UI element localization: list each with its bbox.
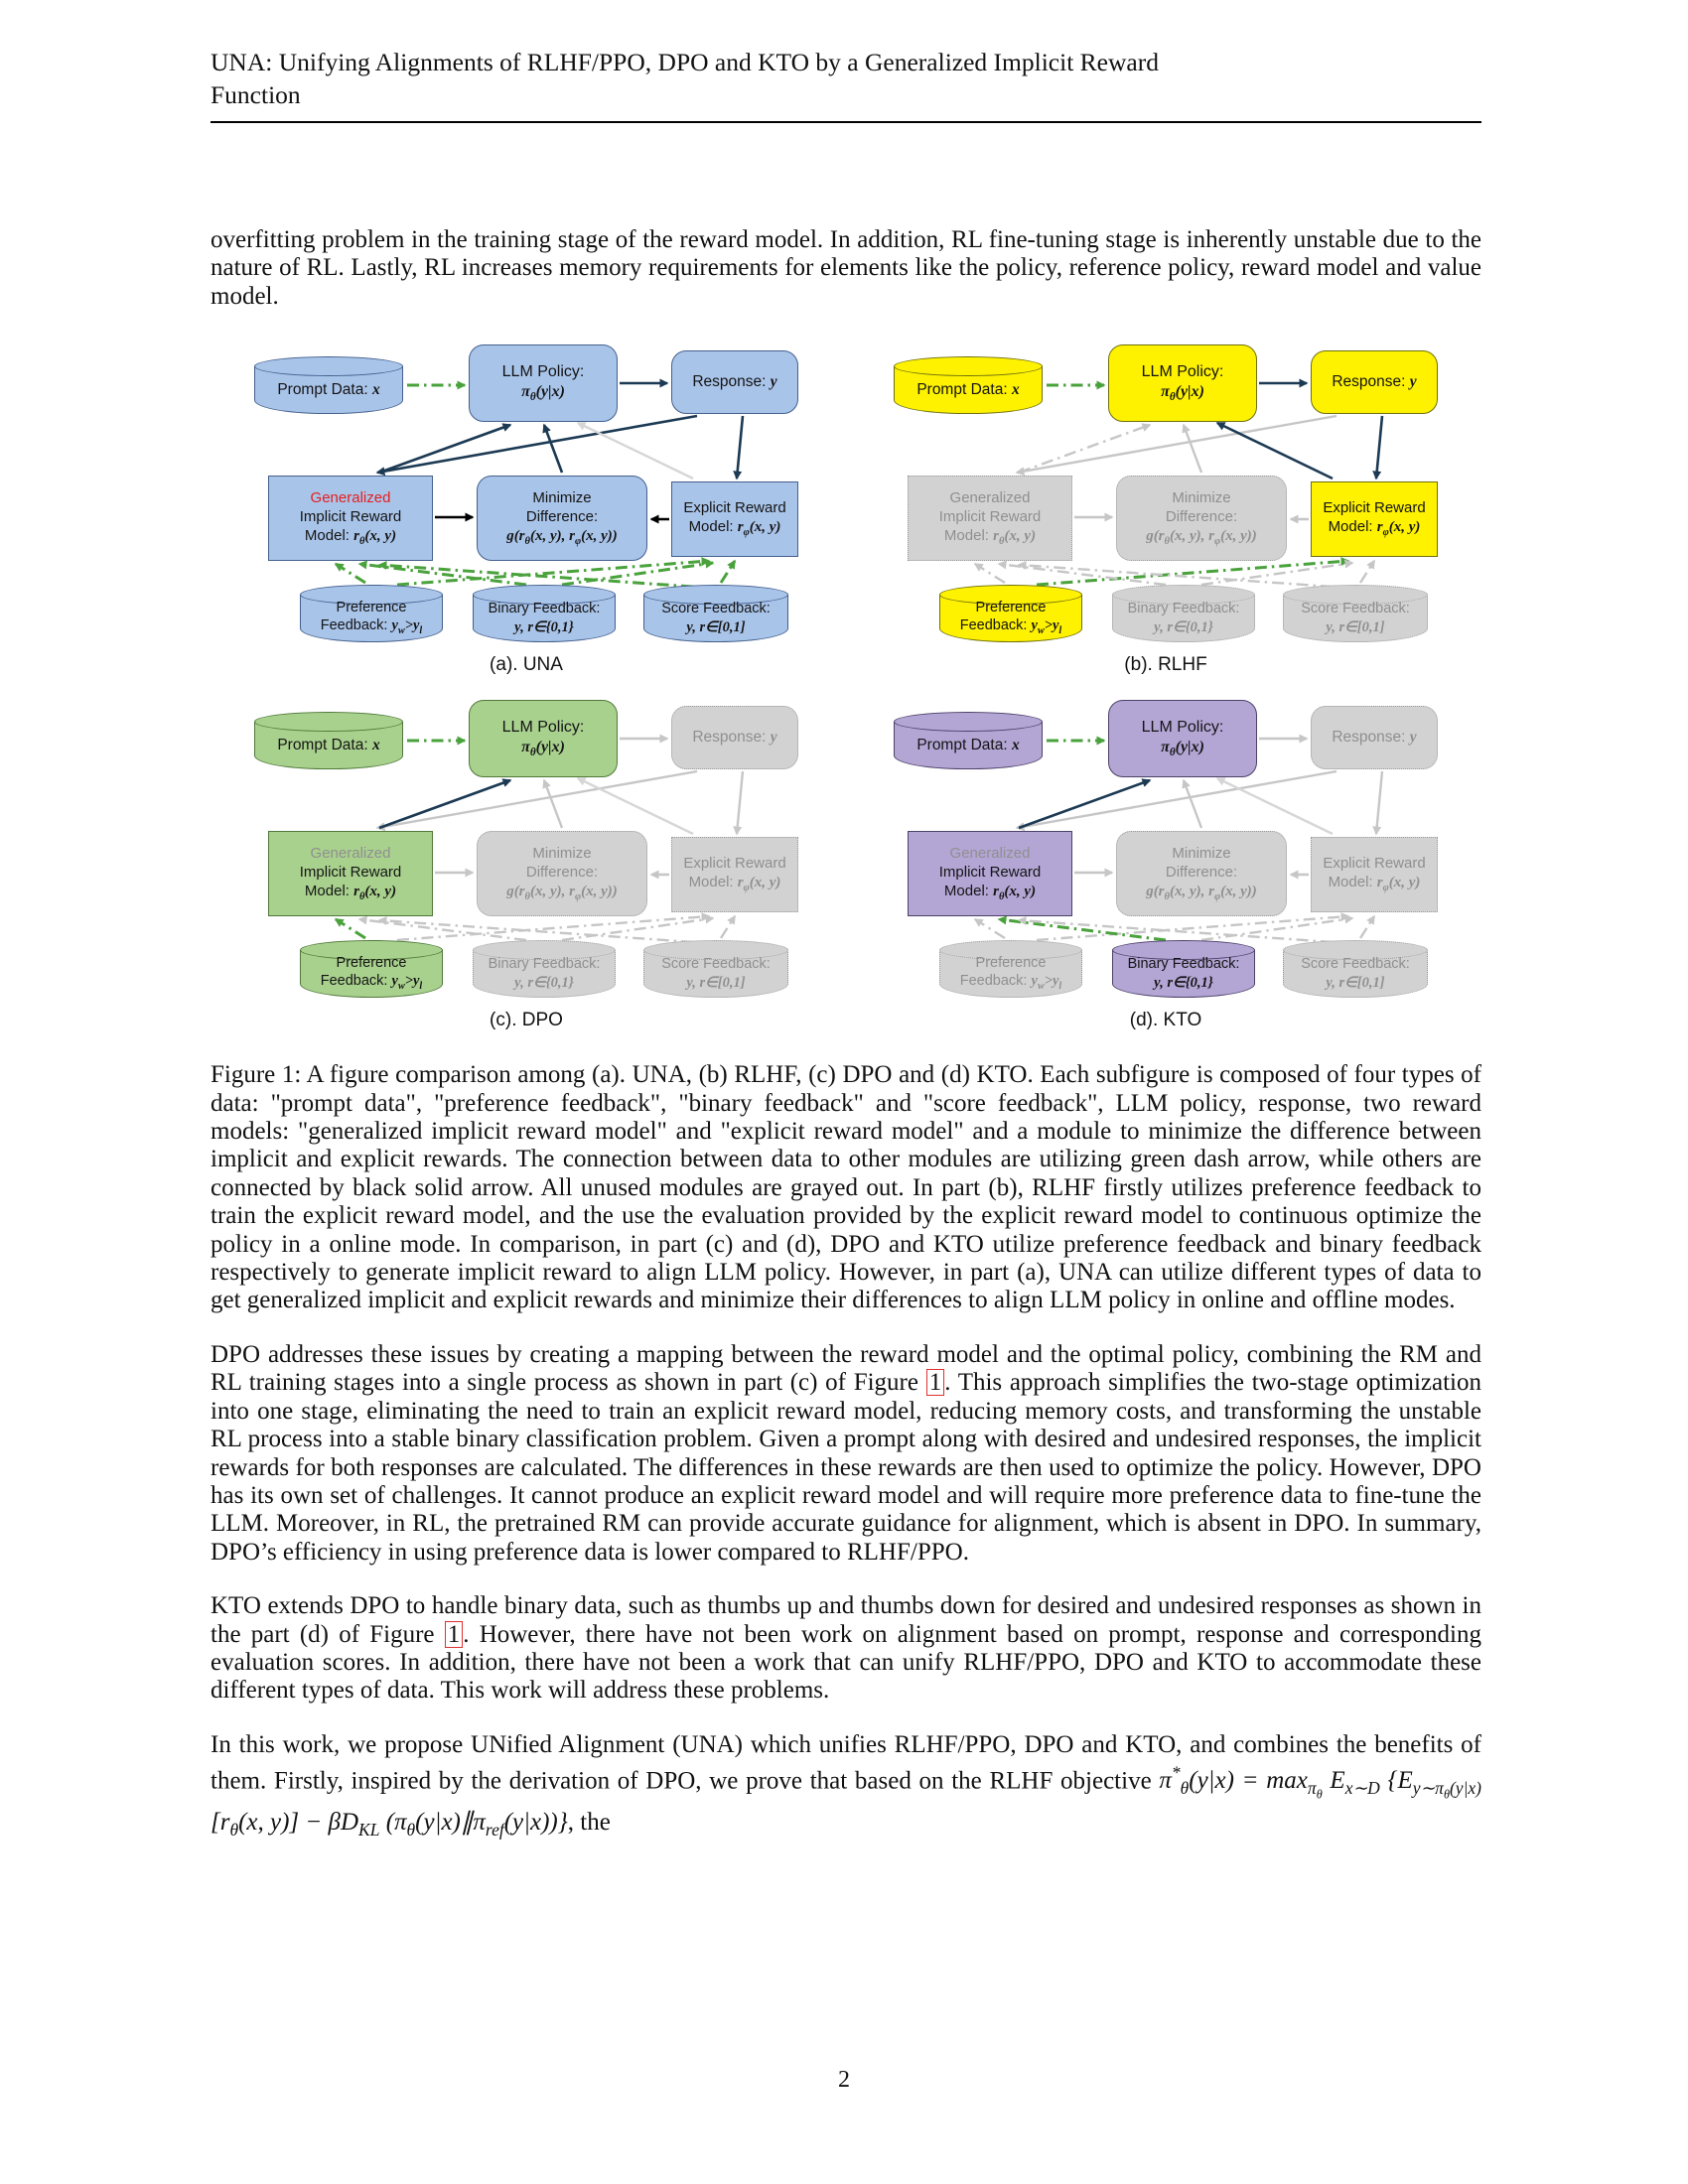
node-prompt-rlhf bbox=[894, 356, 1043, 414]
running-title bbox=[211, 46, 1481, 123]
node-preference-kto bbox=[939, 940, 1082, 998]
figure-ref-link[interactable]: 1 bbox=[926, 1369, 945, 1396]
node-label-line: Preference bbox=[975, 954, 1047, 971]
subfigure-caption-rlhf: (b). RLHF bbox=[1124, 654, 1207, 676]
node-label-line: Minimize bbox=[532, 844, 592, 862]
node-label-line: y, r∈[0,1] bbox=[686, 618, 746, 635]
node-label-line: Model: $r_\theta(x$, y) bbox=[304, 526, 397, 547]
node-minimize-rlhf bbox=[1116, 476, 1287, 561]
node-label-line: Generalized bbox=[310, 488, 391, 506]
page-number: 2 bbox=[838, 2067, 850, 2093]
node-label-line: Model: $r_\varphi(x$, y) bbox=[688, 518, 781, 539]
node-explicit-rlhf bbox=[1311, 481, 1438, 557]
node-label-line: Score Feedback: bbox=[661, 956, 771, 973]
node-implicit-dpo bbox=[268, 831, 433, 916]
node-label-line: Minimize bbox=[1172, 488, 1231, 506]
figure-1-caption: Figure 1: A figure comparison among (a). UNA, (b) RLHF, (c) DPO and (d) KTO. Each subfigure is composed of four types of data: "prompt data", "preference feedback", "binary feedback" and "score feedback", LLM policy, response, two reward models: "generalized implicit reward model" and "explicit reward model" and a module to minimize the difference between implicit and explicit rewards. The connection between data to other modules are utilizing green dash arrow, while others are connected by black solid arrow. All unused modules are grayed out. In part (b), RLHF firstly utilizes preference feedback to train the explicit reward model, and the use the evaluation provided by the explicit reward model to continuous optimize the policy in a online mode. In comparison, in part (c) and (d), DPO and KTO utilize preference feedback and binary feedback respectively to generate implicit reward to align LLM policy. However, in part (a), UNA can utilize different types of data to get generalized implicit and explicit rewards and minimize their differences to align LLM policy in online and offline modes. bbox=[211, 1061, 1481, 1314]
node-label-line: LLM Policy: bbox=[501, 718, 585, 736]
node-label-line: $g(r_\theta(x$, y), $r_\varphi(x$, y)) bbox=[1146, 883, 1257, 902]
node-score-dpo bbox=[643, 940, 788, 998]
node-label-line: Generalized bbox=[949, 488, 1031, 506]
node-score-una bbox=[643, 585, 788, 642]
node-label-line: Prompt Data: x bbox=[277, 380, 380, 398]
node-label-line: y, r∈[0,1] bbox=[686, 974, 746, 991]
node-label-line: $\pi_\theta(y|x)$ bbox=[1161, 383, 1204, 404]
node-policy-rlhf bbox=[1108, 344, 1257, 422]
paragraph-dpo: DPO addresses these issues by creating a mapping between the reward model and the optimal policy, combining the RM and RL training stages into a single process as shown in part (c) of Figure 1 . This approach simplifies the two-stage optimization into one stage, eliminating the need to train an explicit reward model, reducing memory costs, and transforming the unstable RL process into a stable binary classification problem. Given a prompt along with desired and undesired responses, the implicit rewards for both responses are calculated. The differences in these rewards are then used to optimize the policy. However, DPO has its own set of challenges. It cannot produce an explicit reward model and will require more preference data to fine-tune the LLM. Moreover, in RL, the pretrained RM can provide accurate guidance for alignment, which is absent in DPO. In summary, DPO’s efficiency in using preference data is lower compared to RLHF/PPO. bbox=[211, 1340, 1481, 1566]
node-label-line: Explicit Reward bbox=[1323, 855, 1426, 873]
node-label-line: Implicit Reward bbox=[299, 863, 402, 881]
diagram-kto bbox=[888, 692, 1444, 1002]
node-label-line: Minimize bbox=[1172, 844, 1231, 862]
subfigure-una bbox=[248, 337, 804, 676]
node-label-line: $g(r_\theta(x$, y), $r_\varphi(x$, y)) bbox=[506, 883, 618, 902]
intro-paragraph: overfitting problem in the training stage of the reward model. In addition, RL fine-tuning stage is inherently unstable due to the nature of RL. Lastly, RL increases memory requirements for elements like the policy, reference policy, reward model and value model. bbox=[211, 226, 1481, 310]
node-label-line: Score Feedback: bbox=[1301, 956, 1410, 973]
node-label-line: y, r∈{0,1} bbox=[1154, 974, 1213, 991]
paragraph-una: In this work, we propose UNified Alignment (UNA) which unifies RLHF/PPO, DPO and KTO, and combines the benefits of them. Firstly, inspired by the derivation of DPO, we prove that based on the RLHF objective $\pi^*_\theta(y|x) = \max_{\pi_\theta} E_{x\sim D}$ {$E_{y\sim\pi_\theta(y|x)}[r_\theta(x$, $y)] - \beta D_{KL}$ $(\pi_\theta(y|x)\parallel\pi_{ref}(y|x))$}, the bbox=[211, 1730, 1481, 1841]
node-label-line: $\pi_\theta(y|x)$ bbox=[521, 383, 565, 404]
node-label-line: Implicit Reward bbox=[938, 507, 1042, 525]
paragraph-kto: KTO extends DPO to handle binary data, such as thumbs up and thumbs down for desired and undesired responses as shown in the part (d) of Figure 1 . However, there have not been work on alignment based on prompt, response and corresponding evaluation scores. In addition, there have not been a work that can unify RLHF/PPO, DPO and KTO to accommodate these different types of data. This work will address these problems. bbox=[211, 1592, 1481, 1705]
node-label-line: y, r∈{0,1} bbox=[514, 618, 574, 635]
node-label-line: LLM Policy: bbox=[1141, 362, 1224, 380]
node-minimize-una bbox=[477, 476, 647, 561]
node-label-line: Difference: bbox=[525, 863, 599, 881]
node-preference-dpo bbox=[300, 940, 443, 998]
node-label-line: Score Feedback: bbox=[1301, 601, 1410, 617]
node-minimize-dpo bbox=[477, 831, 647, 916]
node-label-line: y, r∈{0,1} bbox=[514, 974, 574, 991]
node-label-line: Difference: bbox=[1165, 507, 1238, 525]
node-binary-rlhf bbox=[1112, 585, 1255, 642]
node-minimize-kto bbox=[1116, 831, 1287, 916]
node-label-line: Feedback: $y_w>y_l$ bbox=[320, 973, 423, 992]
inline-formula: $\pi^*_\theta(y|x) = \max_{\pi_\theta} E_{x\sim D}$ {$E_{y\sim\pi_\theta(y|x)}[r_\theta(x$, $y)] - \beta D_{KL}$ $(\pi_\theta(y|x)\parallel\pi_{ref}(y|x))$} bbox=[211, 1763, 1481, 1841]
diagram-rlhf bbox=[888, 337, 1444, 646]
node-label-line: Prompt Data: x bbox=[916, 736, 1020, 753]
node-label-line: $g(r_\theta(x$, y), $r_\varphi(x$, y)) bbox=[506, 527, 618, 547]
node-label-line: y, r∈[0,1] bbox=[1326, 618, 1385, 635]
figure-1 bbox=[211, 337, 1481, 1031]
node-label-line: Binary Feedback: bbox=[1127, 956, 1240, 973]
node-label-line: Response: y bbox=[1332, 729, 1417, 747]
running-title-line2: Function bbox=[211, 80, 301, 109]
node-implicit-rlhf bbox=[908, 476, 1072, 561]
node-score-rlhf bbox=[1283, 585, 1428, 642]
node-label-line: Explicit Reward bbox=[1323, 499, 1426, 517]
node-prompt-dpo bbox=[254, 712, 403, 769]
subfigure-caption-kto: (d). KTO bbox=[1129, 1010, 1202, 1031]
node-response-dpo bbox=[671, 706, 798, 769]
node-label-line: Prompt Data: x bbox=[916, 380, 1020, 398]
node-label-line: Binary Feedback: bbox=[1127, 601, 1240, 617]
subfigure-caption-dpo: (c). DPO bbox=[490, 1010, 563, 1031]
node-implicit-kto bbox=[908, 831, 1072, 916]
node-preference-rlhf bbox=[939, 585, 1082, 642]
node-label-line: LLM Policy: bbox=[1141, 718, 1224, 736]
node-label-line: Preference bbox=[336, 599, 407, 615]
node-label-line: Response: y bbox=[692, 373, 777, 391]
node-label-line: Model: $r_\theta(x$, y) bbox=[943, 882, 1037, 902]
node-implicit-una bbox=[268, 476, 433, 561]
node-label-line: LLM Policy: bbox=[501, 362, 585, 380]
subfigure-dpo bbox=[248, 692, 804, 1031]
node-label-line: Preference bbox=[336, 954, 407, 971]
node-label-line: Response: y bbox=[1332, 373, 1417, 391]
node-label-line: Score Feedback: bbox=[661, 601, 771, 617]
node-binary-una bbox=[473, 585, 616, 642]
node-policy-kto bbox=[1108, 700, 1257, 777]
node-policy-una bbox=[469, 344, 618, 422]
node-label-line: Difference: bbox=[525, 507, 599, 525]
node-label-line: Feedback: $y_w>y_l$ bbox=[320, 617, 423, 636]
node-label-line: Response: y bbox=[692, 729, 777, 747]
node-response-kto bbox=[1311, 706, 1438, 769]
subfigure-kto bbox=[888, 692, 1444, 1031]
node-label-line: Feedback: $y_w>y_l$ bbox=[959, 617, 1062, 636]
node-label-line: $g(r_\theta(x$, y), $r_\varphi(x$, y)) bbox=[1146, 527, 1257, 547]
node-label-line: Model: $r_\theta(x$, y) bbox=[943, 526, 1037, 547]
node-label-line: Explicit Reward bbox=[683, 855, 786, 873]
node-label-line: y, r∈[0,1] bbox=[1326, 974, 1385, 991]
node-label-line: $\pi_\theta(y|x)$ bbox=[1161, 739, 1204, 759]
node-label-line: Generalized bbox=[310, 844, 391, 862]
node-label-line: Implicit Reward bbox=[938, 863, 1042, 881]
node-response-rlhf bbox=[1311, 350, 1438, 414]
node-label-line: Binary Feedback: bbox=[488, 956, 601, 973]
node-label-line: Generalized bbox=[949, 844, 1031, 862]
subfigure-rlhf bbox=[888, 337, 1444, 676]
node-label-line: y, r∈{0,1} bbox=[1154, 618, 1213, 635]
node-prompt-kto bbox=[894, 712, 1043, 769]
node-label-line: Minimize bbox=[532, 488, 592, 506]
node-policy-dpo bbox=[469, 700, 618, 777]
diagram-una bbox=[248, 337, 804, 646]
node-preference-una bbox=[300, 585, 443, 642]
node-response-una bbox=[671, 350, 798, 414]
node-label-line: Prompt Data: x bbox=[277, 736, 380, 753]
subfigure-caption-una: (a). UNA bbox=[490, 654, 563, 676]
node-label-line: $\pi_\theta(y|x)$ bbox=[521, 739, 565, 759]
running-title-line1: UNA: Unifying Alignments of RLHF/PPO, DPO and KTO by a Generalized Implicit Reward bbox=[211, 48, 1159, 76]
node-label-line: Model: $r_\varphi(x$, y) bbox=[1328, 874, 1421, 894]
node-label-line: Preference bbox=[975, 599, 1047, 615]
node-binary-dpo bbox=[473, 940, 616, 998]
node-explicit-una bbox=[671, 481, 798, 557]
node-label-line: Model: $r_\varphi(x$, y) bbox=[1328, 518, 1421, 539]
node-label-line: Model: $r_\theta(x$, y) bbox=[304, 882, 397, 902]
diagram-dpo bbox=[248, 692, 804, 1002]
node-prompt-una bbox=[254, 356, 403, 414]
node-score-kto bbox=[1283, 940, 1428, 998]
node-explicit-dpo bbox=[671, 837, 798, 912]
node-label-line: Model: $r_\varphi(x$, y) bbox=[688, 874, 781, 894]
node-binary-kto bbox=[1112, 940, 1255, 998]
figure-ref-link[interactable]: 1 bbox=[445, 1621, 464, 1648]
node-label-line: Implicit Reward bbox=[299, 507, 402, 525]
node-label-line: Binary Feedback: bbox=[488, 601, 601, 617]
node-label-line: Difference: bbox=[1165, 863, 1238, 881]
node-label-line: Explicit Reward bbox=[683, 499, 786, 517]
node-label-line: Feedback: $y_w>y_l$ bbox=[959, 973, 1062, 992]
node-explicit-kto bbox=[1311, 837, 1438, 912]
